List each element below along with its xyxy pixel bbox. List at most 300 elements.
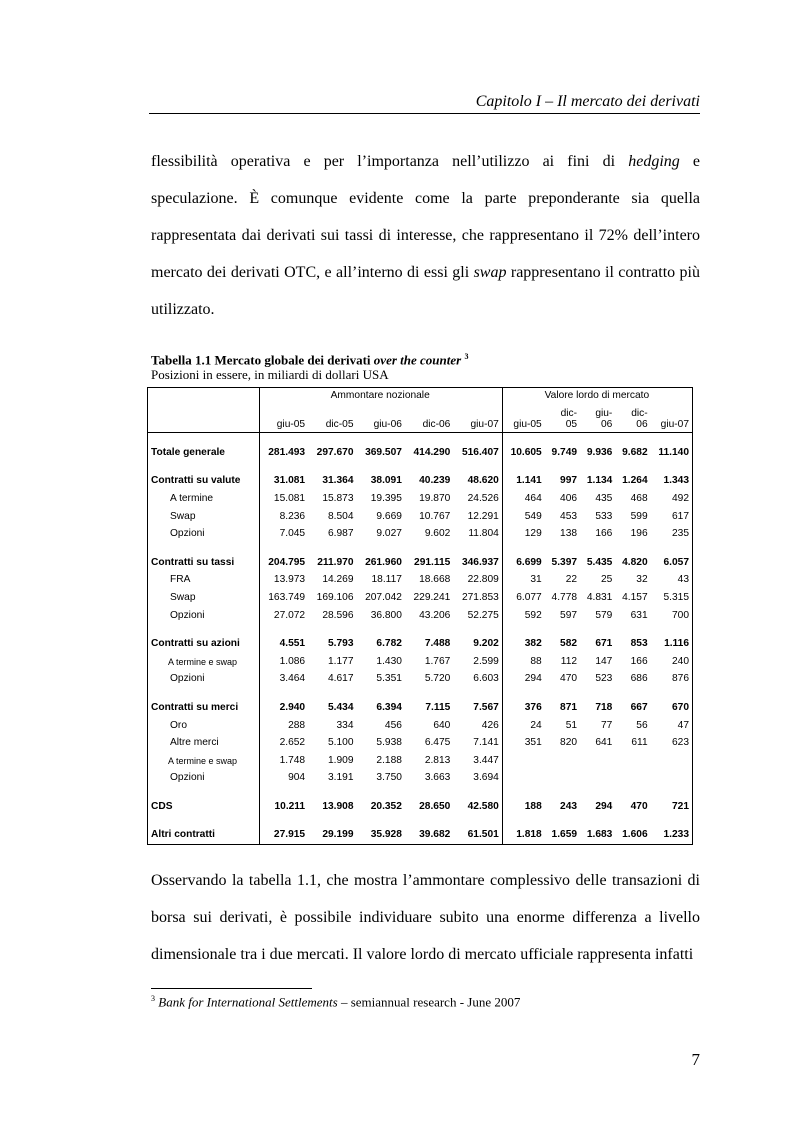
- row-label: A termine e swap: [148, 653, 260, 671]
- value-cell: 10.767: [419, 510, 451, 522]
- text-line: [151, 908, 700, 945]
- value-cell: 2.188: [376, 754, 402, 766]
- value-cell: 40.239: [419, 475, 451, 487]
- spacer-cell: [308, 624, 356, 635]
- value-cell: 351: [502, 734, 544, 752]
- table-row: [148, 589, 693, 607]
- value-cell: 211.970: [317, 556, 354, 568]
- spacer-cell: [615, 543, 650, 554]
- value-cell: 27.915: [259, 827, 308, 845]
- table-row: [148, 798, 693, 816]
- value-cell: 369.507: [365, 446, 402, 458]
- value-cell: 1.264: [622, 475, 648, 487]
- value-cell: 28.650: [419, 800, 451, 812]
- column-header: dic-05: [308, 404, 356, 433]
- value-cell: [545, 770, 580, 788]
- table-title: [151, 349, 468, 367]
- spacer-cell: [651, 688, 693, 699]
- value-cell: 9.602: [424, 528, 451, 540]
- row-label: Swap: [148, 589, 260, 607]
- spacer-cell: [545, 624, 580, 635]
- value-cell: 1.430: [376, 655, 402, 667]
- value-cell: 617: [651, 508, 693, 526]
- value-cell: 6.699: [502, 554, 544, 572]
- value-cell: 88: [502, 653, 544, 671]
- value-cell: 1.233: [651, 827, 693, 845]
- value-cell: 346.937: [461, 556, 499, 568]
- value-cell: [615, 752, 650, 770]
- spacer-cell: [651, 624, 693, 635]
- value-cell: 5.100: [328, 737, 354, 749]
- value-cell: 240: [651, 653, 693, 671]
- spacer-cell: [545, 787, 580, 798]
- spacer-cell: [580, 433, 615, 445]
- value-cell: 641: [595, 737, 613, 749]
- value-cell: 27.072: [259, 607, 308, 625]
- value-cell: 163.749: [259, 589, 308, 607]
- spacer-cell: [259, 816, 308, 827]
- value-cell: 42.580: [467, 800, 499, 812]
- value-cell: 5.938: [376, 737, 402, 749]
- value-cell: 8.236: [259, 508, 308, 526]
- value-cell: 5.397: [551, 556, 578, 568]
- value-cell: 19.870: [419, 492, 451, 504]
- value-cell: 61.501: [453, 827, 502, 845]
- column-header: dic-06: [405, 404, 453, 433]
- spacer-cell: [259, 688, 308, 699]
- spacer-cell: [405, 433, 453, 445]
- spacer-cell: [545, 433, 580, 445]
- table-row: [148, 554, 693, 572]
- value-cell: 3.447: [473, 754, 499, 766]
- spacer-cell: [651, 543, 693, 554]
- spacer-cell: [357, 624, 405, 635]
- spacer-cell: [502, 433, 544, 445]
- spacer-cell: [453, 462, 502, 473]
- table-spacer-row: [148, 816, 693, 827]
- spacer-cell: [651, 787, 693, 798]
- spacer-cell: [148, 543, 260, 554]
- value-cell: 8.504: [328, 510, 354, 522]
- spacer-cell: [651, 433, 693, 445]
- value-cell: 11.140: [651, 444, 693, 462]
- value-cell: 1.909: [328, 754, 354, 766]
- spacer-cell: [148, 787, 260, 798]
- row-label: Altri contratti: [148, 827, 260, 845]
- text-segment: dimensionale tra i due mercati. Il valore lordo di mercato ufficiale rappresenta infatti: [151, 946, 694, 963]
- value-cell: 1.343: [651, 473, 693, 491]
- value-cell: 22.809: [467, 574, 499, 586]
- spacer-cell: [259, 462, 308, 473]
- table-subtitle: Posizioni in essere, in miliardi di dollari USA: [151, 367, 389, 383]
- value-cell: 261.960: [365, 556, 402, 568]
- value-cell: 382: [502, 635, 544, 653]
- value-cell: 294: [502, 671, 544, 689]
- value-cell: 464: [502, 490, 544, 508]
- spacer-cell: [308, 816, 356, 827]
- value-cell: 235: [651, 525, 693, 543]
- spacer-cell: [148, 624, 260, 635]
- value-cell: 686: [630, 673, 648, 685]
- spacer-cell: [148, 462, 260, 473]
- value-cell: 611: [631, 737, 648, 749]
- spacer-cell: [405, 787, 453, 798]
- text-line: [151, 300, 700, 337]
- value-cell: 6.475: [424, 737, 451, 749]
- text-segment: e: [679, 153, 701, 170]
- value-cell: 549: [502, 508, 544, 526]
- column-header: dic- 05: [545, 404, 580, 433]
- value-cell: 9.027: [376, 528, 402, 540]
- value-cell: 294: [595, 800, 613, 812]
- value-cell: 5.434: [328, 701, 354, 713]
- spacer-cell: [615, 787, 650, 798]
- value-cell: 77: [600, 719, 613, 731]
- row-label: A termine e swap: [148, 752, 260, 770]
- text-line: [151, 189, 700, 226]
- spacer-cell: [545, 462, 580, 473]
- value-cell: 24.526: [467, 492, 499, 504]
- value-cell: 10.211: [259, 798, 308, 816]
- value-cell: 291.115: [414, 556, 451, 568]
- chapter-header: Capitolo I – Il mercato dei derivati: [475, 93, 700, 110]
- derivatives-table: [147, 387, 693, 845]
- value-cell: 9.202: [473, 638, 499, 650]
- spacer-cell: [259, 787, 308, 798]
- spacer-cell: [357, 462, 405, 473]
- value-cell: 10.605: [502, 444, 544, 462]
- row-label: Opzioni: [148, 525, 260, 543]
- value-cell: 129: [502, 525, 544, 543]
- text-line: [151, 871, 700, 908]
- row-label: Opzioni: [148, 607, 260, 625]
- spacer-cell: [615, 462, 650, 473]
- page-number: 7: [691, 1050, 700, 1069]
- group-header-nominal: Ammontare nozionale: [259, 388, 502, 405]
- column-header: giu- 06: [580, 404, 615, 433]
- value-cell: 6.782: [376, 638, 402, 650]
- value-cell: 20.352: [370, 800, 402, 812]
- table-title-label: Tabella 1.1 Mercato globale dei derivati: [151, 352, 374, 368]
- spacer-cell: [453, 688, 502, 699]
- spacer-cell: [357, 688, 405, 699]
- spacer-cell: [357, 433, 405, 445]
- text-segment: mercato dei derivati OTC, e all’interno di essi gli: [151, 264, 474, 281]
- column-header: giu-07: [453, 404, 502, 433]
- value-cell: 15.081: [259, 490, 308, 508]
- table-row: [148, 671, 693, 689]
- value-cell: 1.116: [651, 635, 693, 653]
- value-cell: 7.141: [473, 737, 499, 749]
- value-cell: 1.818: [502, 827, 544, 845]
- spacer-cell: [357, 816, 405, 827]
- group-header-market: Valore lordo di mercato: [502, 388, 692, 405]
- footnote-source: Bank for International Settlements: [158, 994, 338, 1010]
- value-cell: 599: [630, 510, 648, 522]
- value-cell: 56: [636, 719, 648, 731]
- table-row: [148, 607, 693, 625]
- value-cell: 1.141: [502, 473, 544, 491]
- row-label: Oro: [148, 717, 260, 735]
- value-cell: [502, 752, 544, 770]
- value-cell: 5.793: [328, 638, 354, 650]
- spacer-cell: [502, 688, 544, 699]
- spacer-cell: [308, 688, 356, 699]
- value-cell: 597: [560, 609, 578, 621]
- value-cell: 7.045: [259, 525, 308, 543]
- spacer-cell: [580, 543, 615, 554]
- value-cell: 4.778: [551, 591, 578, 603]
- value-cell: 5.315: [651, 589, 693, 607]
- value-cell: 4.617: [328, 673, 354, 685]
- table-spacer-row: [148, 543, 693, 554]
- spacer-cell: [453, 816, 502, 827]
- value-cell: 820: [560, 737, 578, 749]
- value-cell: 9.936: [586, 446, 613, 458]
- value-cell: 14.269: [322, 574, 354, 586]
- column-header: giu-07: [651, 404, 693, 433]
- value-cell: 2.652: [259, 734, 308, 752]
- spacer-cell: [405, 816, 453, 827]
- table-row: [148, 508, 693, 526]
- spacer-cell: [308, 787, 356, 798]
- table-row: [148, 734, 693, 752]
- spacer-cell: [651, 462, 693, 473]
- table-row: [148, 525, 693, 543]
- value-cell: 1.767: [424, 655, 451, 667]
- table-spacer-row: [148, 433, 693, 445]
- value-cell: 35.928: [357, 827, 405, 845]
- value-cell: 196: [630, 528, 648, 540]
- value-cell: 1.606: [615, 827, 650, 845]
- table-spacer-row: [148, 688, 693, 699]
- value-cell: 1.683: [580, 827, 615, 845]
- value-cell: 47: [651, 717, 693, 735]
- text-segment: rappresentano il contratto più: [506, 264, 701, 281]
- value-cell: 876: [651, 671, 693, 689]
- row-label: Altre merci: [148, 734, 260, 752]
- value-cell: 1.134: [586, 475, 613, 487]
- header-rule: [149, 113, 700, 114]
- spacer-cell: [502, 816, 544, 827]
- paragraph-1: [151, 152, 700, 337]
- spacer-cell: [308, 543, 356, 554]
- spacer-cell: [405, 543, 453, 554]
- text-segment: Osservando la tabella 1.1, che mostra l’ammontare complessivo delle transazioni di: [151, 872, 700, 889]
- spacer-cell: [580, 688, 615, 699]
- spacer-cell: [259, 433, 308, 445]
- value-cell: 229.241: [413, 591, 451, 603]
- value-cell: 997: [560, 475, 578, 487]
- footnote-text: – semiannual research - June 2007: [337, 994, 521, 1010]
- spacer-cell: [580, 624, 615, 635]
- value-cell: 406: [560, 492, 578, 504]
- value-cell: 718: [595, 701, 613, 713]
- value-cell: 31: [502, 572, 544, 590]
- value-cell: 414.290: [413, 446, 451, 458]
- value-cell: 631: [630, 609, 648, 621]
- value-cell: 51: [565, 719, 578, 731]
- value-cell: 32: [636, 574, 648, 586]
- value-cell: 207.042: [365, 591, 402, 603]
- value-cell: 853: [630, 638, 648, 650]
- value-cell: 147: [595, 655, 613, 667]
- column-header: dic- 06: [615, 404, 650, 433]
- value-cell: 426: [481, 719, 499, 731]
- row-label: Contratti su azioni: [148, 635, 260, 653]
- footnote-rule: [151, 988, 312, 989]
- table-row: [148, 717, 693, 735]
- footnote-number: 3: [151, 994, 155, 1003]
- value-cell: 13.908: [322, 800, 354, 812]
- value-cell: 468: [630, 492, 648, 504]
- table-row: [148, 572, 693, 590]
- value-cell: 904: [259, 770, 308, 788]
- value-cell: 7.488: [424, 638, 451, 650]
- table-row: [148, 752, 693, 770]
- value-cell: 492: [651, 490, 693, 508]
- value-cell: 297.670: [316, 446, 354, 458]
- value-cell: 516.407: [461, 446, 499, 458]
- text-line: [151, 945, 700, 982]
- value-cell: 376: [502, 699, 544, 717]
- value-cell: 43: [651, 572, 693, 590]
- spacer-cell: [615, 688, 650, 699]
- row-label: Swap: [148, 508, 260, 526]
- table-spacer-row: [148, 462, 693, 473]
- spacer-cell: [545, 816, 580, 827]
- spacer-cell: [580, 787, 615, 798]
- spacer-cell: [502, 787, 544, 798]
- value-cell: 435: [595, 492, 613, 504]
- value-cell: 592: [502, 607, 544, 625]
- value-cell: 640: [433, 719, 451, 731]
- value-cell: 11.804: [468, 528, 499, 540]
- table-footnote-ref: 3: [464, 352, 469, 361]
- value-cell: 670: [651, 699, 693, 717]
- value-cell: 166: [595, 528, 613, 540]
- value-cell: 4.157: [622, 591, 648, 603]
- row-label: CDS: [148, 798, 260, 816]
- spacer-cell: [545, 543, 580, 554]
- spacer-cell: [580, 462, 615, 473]
- value-cell: 5.720: [424, 673, 451, 685]
- value-cell: 169.106: [316, 591, 354, 603]
- table-group-header-row: [148, 388, 693, 405]
- value-cell: 871: [560, 701, 578, 713]
- table-row: [148, 635, 693, 653]
- spacer-cell: [651, 816, 693, 827]
- row-label: Opzioni: [148, 671, 260, 689]
- value-cell: 52.275: [467, 609, 499, 621]
- value-cell: 28.596: [322, 609, 354, 621]
- value-cell: 166: [630, 655, 648, 667]
- value-cell: 9.749: [551, 446, 578, 458]
- table-row: [148, 444, 693, 462]
- spacer-cell: [148, 688, 260, 699]
- table-row: [148, 699, 693, 717]
- value-cell: 38.091: [370, 475, 402, 487]
- value-cell: [502, 770, 544, 788]
- value-cell: 271.853: [461, 591, 499, 603]
- value-cell: 456: [384, 719, 402, 731]
- value-cell: 6.057: [651, 554, 693, 572]
- paragraph-2: [151, 871, 700, 982]
- text-segment: flessibilità operativa e per l’importanza nell’utilizzo ai fini di: [151, 153, 629, 170]
- value-cell: 18.668: [419, 574, 451, 586]
- spacer-cell: [502, 543, 544, 554]
- value-cell: 2.813: [424, 754, 451, 766]
- row-label: FRA: [148, 572, 260, 590]
- value-cell: 623: [651, 734, 693, 752]
- value-cell: 671: [595, 638, 613, 650]
- value-cell: 48.620: [467, 475, 499, 487]
- spacer-cell: [259, 543, 308, 554]
- value-cell: 13.973: [259, 572, 308, 590]
- value-cell: 6.987: [328, 528, 354, 540]
- value-cell: [580, 770, 615, 788]
- text-line: [151, 263, 700, 300]
- value-cell: 1.748: [259, 752, 308, 770]
- value-cell: [615, 770, 650, 788]
- value-cell: 523: [595, 673, 613, 685]
- value-cell: [651, 752, 693, 770]
- value-cell: [580, 752, 615, 770]
- value-cell: 721: [651, 798, 693, 816]
- spacer-cell: [502, 462, 544, 473]
- value-cell: 6.603: [473, 673, 499, 685]
- column-header: giu-05: [502, 404, 544, 433]
- value-cell: 579: [595, 609, 613, 621]
- table-spacer-row: [148, 624, 693, 635]
- value-cell: 1.659: [545, 827, 580, 845]
- value-cell: 4.551: [259, 635, 308, 653]
- spacer-cell: [259, 624, 308, 635]
- row-label: Totale generale: [148, 444, 260, 462]
- value-cell: 281.493: [259, 444, 308, 462]
- value-cell: 5.351: [376, 673, 402, 685]
- table-title-italic: over the counter: [373, 352, 462, 368]
- value-cell: 39.682: [405, 827, 453, 845]
- value-cell: 204.795: [259, 554, 308, 572]
- value-cell: 1.177: [328, 655, 354, 667]
- spacer-cell: [148, 433, 260, 445]
- value-cell: 43.206: [419, 609, 451, 621]
- value-cell: 6.394: [376, 701, 402, 713]
- spacer-cell: [453, 624, 502, 635]
- spacer-cell: [357, 787, 405, 798]
- spacer-cell: [615, 624, 650, 635]
- value-cell: 243: [560, 800, 578, 812]
- spacer-cell: [615, 433, 650, 445]
- value-cell: 138: [560, 528, 578, 540]
- spacer-cell: [580, 816, 615, 827]
- table-row: [148, 473, 693, 491]
- header-empty-cell: [148, 404, 260, 433]
- table-column-header-row: [148, 404, 693, 433]
- value-cell: 3.750: [376, 772, 402, 784]
- spacer-cell: [502, 624, 544, 635]
- table-row: [148, 490, 693, 508]
- value-cell: 334: [336, 719, 354, 731]
- value-cell: 18.117: [371, 574, 402, 586]
- value-cell: 667: [630, 701, 648, 713]
- row-label: A termine: [148, 490, 260, 508]
- spacer-cell: [308, 433, 356, 445]
- header-empty-cell: [148, 388, 260, 405]
- value-cell: 2.599: [473, 655, 499, 667]
- spacer-cell: [453, 433, 502, 445]
